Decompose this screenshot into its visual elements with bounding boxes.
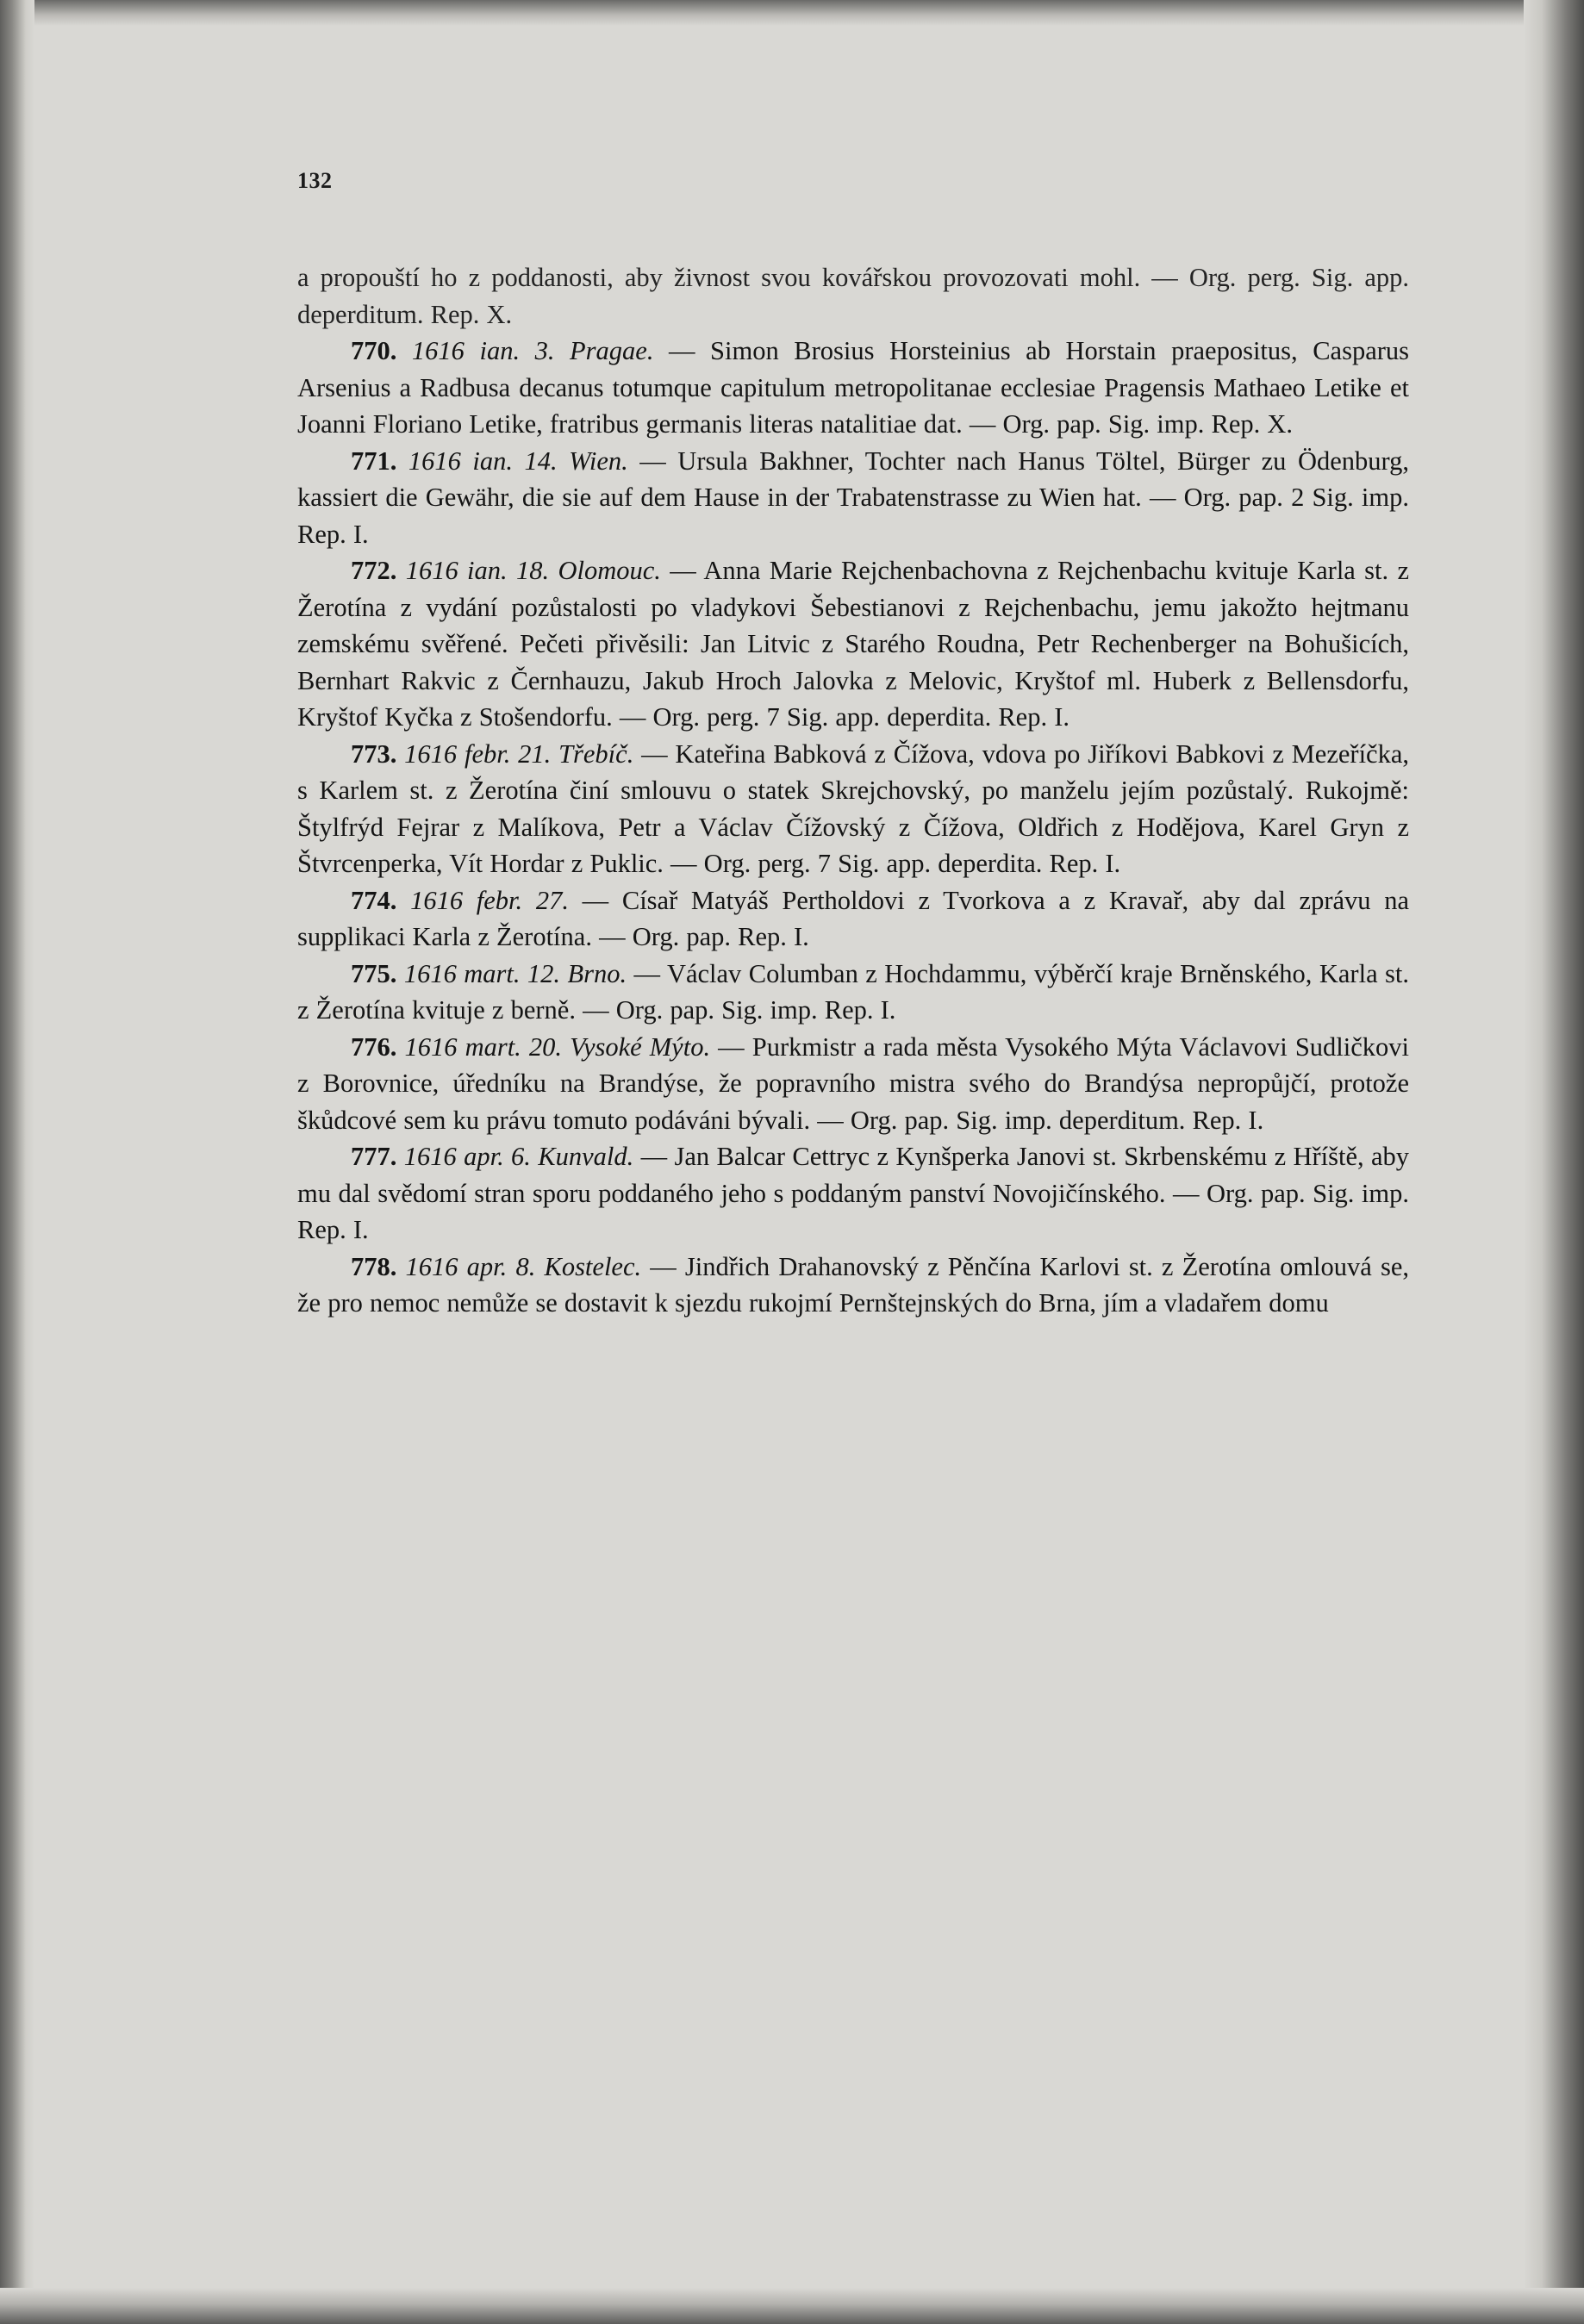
entry-text: — Anna Marie Rejchenbachovna z Rejchenbachu kvituje Karla st. z Žerotína z vydání pozůstalosti po vladykovi Šebestianovi z Rejchenbachu, jemu jakožto hejtmanu zemskému svěřené. Pečeti přivěsili: Jan Litvic z Starého Roudna, Petr Rechenberger na Bohušicích, Bernhart Rakvic z Černhauzu, Jakub Hroch Jalovka z Melovic, Kryštof ml. Huberk z Bellensdorfu, Kryštof Kyčka z Stošendorfu. — Org. perg. 7 Sig. app. deperdita. Rep. I.: [297, 556, 1410, 732]
entry-date: 1616 apr. 8. Kostelec.: [405, 1251, 642, 1281]
entry-text: — Jindřich Drahanovský z Pěnčína Karlovi st. z Žerotína omlouvá se, že pro nemoc nemůže se dostavit k sjezdu rukojmí Pernštejnských do Brna, jím a vladařem domu: [297, 1251, 1409, 1318]
entry-date: 1616 ian. 3. Pragae.: [411, 336, 654, 365]
entry-date: 1616 febr. 27.: [410, 885, 569, 915]
entry-date: 1616 mart. 12. Brno.: [403, 958, 627, 988]
entry-text: — Kateřina Babková z Čížova, vdova po Jiříkovi Babkovi z Mezeříčka, s Karlem st. z Žerotína činí smlouvu o statek Skrejchovský, po manželu jejím pozůstalý. Rukojmě: Štylfrýd Fejrar z Malíkova, Petr a Václav Čížovský z Čížova, Oldřich z Hodějova, Karel Gryn z Štvrcenperka, Vít Hordar z Puklic. — Org. perg. 7 Sig. app. deperdita. Rep. I.: [297, 738, 1409, 878]
entry-number: 777.: [351, 1142, 397, 1171]
entry-text: — Simon Brosius Horsteinius ab Horstain praepositus, Casparus Arsenius a Radbusa decanus totumque capitulum metropolitanae ecclesiae Pragensis Mathaeo Letike et Joanni Floriano Letike, fratribus germanis literas natalitiae dat. — Org. pap. Sig. imp. Rep. X.: [297, 336, 1410, 439]
entry-number: 772.: [351, 556, 397, 585]
entry-778: [297, 1249, 1409, 1322]
entry-date: 1616 apr. 6. Kunvald.: [403, 1142, 634, 1171]
entry-text: a propouští ho z poddanosti, aby živnost svou kovářskou provozovati mohl. — Org. perg. Sig. app. deperditum. Rep. X.: [297, 263, 1409, 329]
entry-number: 778.: [351, 1251, 397, 1281]
entry-date: 1616 ian. 18. Olomouc.: [405, 556, 661, 585]
entry-date: 1616 febr. 21. Třebíč.: [404, 738, 634, 769]
entry-number: 774.: [351, 885, 397, 915]
page-content: [297, 168, 1409, 1322]
entry-775: [297, 956, 1409, 1029]
entry-text: — Purkmistr a rada města Vysokého Mýta Václavovi Sudličkovi z Borovnice, úředníku na Brandýse, že popravního mistra svého do Brandýsa nepropůjčí, protože škůdcové sem ku právu tomuto podáváni bývali. — Org. pap. Sig. imp. deperditum. Rep. I.: [297, 1031, 1409, 1135]
entry-776: [297, 1029, 1409, 1139]
entry-number: 771.: [351, 445, 397, 476]
entry-date: 1616 ian. 14. Wien.: [408, 445, 628, 476]
paragraph-continuation: [297, 259, 1409, 333]
entry-date: 1616 mart. 20. Vysoké Mýto.: [404, 1031, 711, 1062]
entry-777: [297, 1138, 1409, 1249]
entry-text: — Ursula Bakhner, Tochter nach Hanus Töltel, Bürger zu Ödenburg, kassiert die Gewähr, die sie auf dem Hause in der Trabatenstrasse zu Wien hat. — Org. pap. 2 Sig. imp. Rep. I.: [297, 445, 1409, 549]
entry-770: [297, 333, 1409, 443]
scan-edge-left: [0, 0, 34, 2324]
entry-number: 773.: [351, 738, 397, 769]
entry-774: [297, 882, 1409, 956]
page-number: 132: [297, 168, 333, 193]
entry-772: [297, 552, 1409, 736]
entry-text: — Václav Columban z Hochdammu, výběrčí kraje Brněnského, Karla st. z Žerotína kvituje z berně. — Org. pap. Sig. imp. Rep. I.: [297, 958, 1410, 1025]
entry-771: [297, 443, 1409, 553]
entry-text: — Jan Balcar Cettryc z Kynšperka Janovi st. Skrbenskému z Hříště, aby mu dal svědomí stran sporu poddaného jeho s poddaným panství Novojičínského. — Org. pap. Sig. imp. Rep. I.: [297, 1142, 1410, 1244]
scan-edge-top: [0, 0, 1584, 26]
entry-773: [297, 736, 1409, 882]
scan-edge-bottom: [0, 2288, 1584, 2324]
entry-number: 775.: [351, 958, 397, 988]
scan-edge-right: [1524, 0, 1584, 2324]
entry-number: 770.: [351, 336, 397, 365]
entry-number: 776.: [351, 1031, 397, 1062]
entry-text: — Císař Matyáš Pertholdovi z Tvorkova a z Kravař, aby dal zprávu na supplikaci Karla z Žerotína. — Org. pap. Rep. I.: [297, 885, 1409, 951]
